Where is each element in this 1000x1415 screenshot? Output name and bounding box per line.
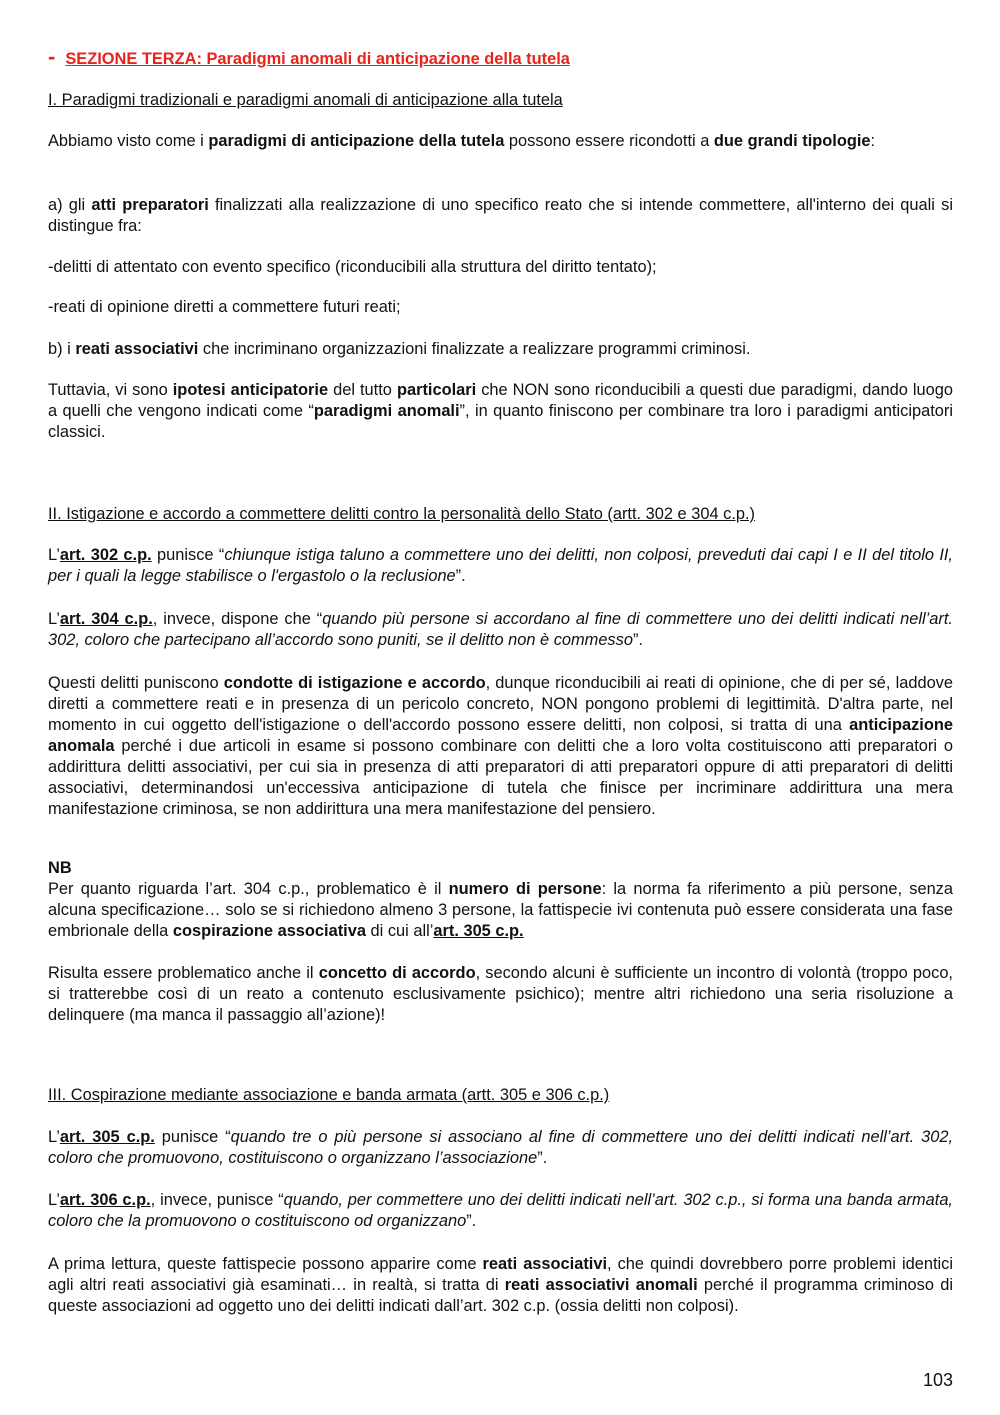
nb-note: NB Per quanto riguarda l’art. 304 c.p., problematico è il numero di persone: la norma fa riferimento a più persone, senza alcuna specificazione… solo se si richiedono almeno 3 persone, la fattispecie ivi contenuta può essere considerata una fase embrionale della cospirazione associativa di cui all’art. 305 c.p. bbox=[48, 859, 953, 940]
paragraph: L’art. 304 c.p., invece, dispone che “quando più persone si accordano al fine di commettere uno dei delitti indicati nell’art. 302, coloro che partecipano all’accordo sono puniti, se il delitto non è commesso”. bbox=[48, 610, 953, 649]
nb-label: NB bbox=[48, 859, 72, 877]
heading-section-3: III. Cospirazione mediante associazione e banda armata (artt. 305 e 306 c.p.) bbox=[48, 1086, 610, 1104]
paragraph: L’art. 306 c.p., invece, punisce “quando, per commettere uno dei delitti indicati nell’art. 302 c.p., si forma una banda armata, coloro che la promuovono o costituiscono od organizzano”. bbox=[48, 1191, 953, 1230]
page-number: 103 bbox=[922, 1370, 953, 1390]
paragraph: Questi delitti puniscono condotte di istigazione e accordo, dunque riconducibili ai reati di opinione, che di per sé, laddove diretti a commettere reati e in presenza di un pericolo concreto, NON pongono problemi di legittimità. D'altra parte, nel momento in cui oggetto dell'istigazione o dell'accordo possono essere delitti, non colposi, si tratta di una anticipazione anomala perché i due articoli in esame si possono combinare con delitti che a loro volta costituiscono atti preparatori o addirittura delitti associativi, per cui sia in presenza di atti preparatori di atti preparatori oppure di atti preparatori di delitti associativi, determinandosi un'eccessiva anticipazione di tutela che finisce per incriminare addirittura una mera manifestazione criminosa, se non addirittura una mera manifestazione del pensiero. bbox=[48, 674, 953, 818]
paragraph: -delitti di attentato con evento specifico (riconducibili alla struttura del diritto tentato); bbox=[48, 258, 657, 276]
paragraph: L’art. 305 c.p. punisce “quando tre o più persone si associano al fine di commettere uno dei delitti indicati nell’art. 302, coloro che promuovono, costituiscono o organizzano l’associazione”. bbox=[48, 1128, 954, 1167]
section-title bbox=[48, 46, 953, 70]
paragraph: L’art. 302 c.p. punisce “chiunque istiga taluno a commettere uno dei delitti, non colposi, preveduti dai capi I e II del titolo II, per i quali la legge stabilisce o l'ergastolo o la reclusione”. bbox=[48, 546, 953, 585]
paragraph: -reati di opinione diretti a commettere futuri reati; bbox=[48, 298, 401, 316]
paragraph: Risulta essere problematico anche il concetto di accordo, secondo alcuni è sufficiente un incontro di volontà (troppo poco, si tratterebbe così di un reato a contenuto esclusivamente psichico); mentre altri richiedono una seria risoluzione a delinquere (ma manca il passaggio all’azione)! bbox=[48, 964, 953, 1024]
paragraph: Tuttavia, vi sono ipotesi anticipatorie del tutto particolari che NON sono riconducibili a questi due paradigmi, dando luogo a quelli che vengono indicati come “paradigmi anomali”, in quanto finiscono per combinare tra loro i paradigmi anticipatori classici. bbox=[48, 381, 953, 441]
paragraph: a) gli atti preparatori finalizzati alla realizzazione di uno specifico reato che si intende commettere, all'interno dei quali si distingue fra: bbox=[48, 196, 953, 235]
paragraph: Abbiamo visto come i paradigmi di anticipazione della tutela possono essere ricondotti a due grandi tipologie: bbox=[48, 132, 876, 150]
paragraph: b) i reati associativi che incriminano organizzazioni finalizzate a realizzare programmi criminosi. bbox=[48, 340, 751, 358]
section-title-text: SEZIONE TERZA: Paradigmi anomali di anticipazione della tutela bbox=[65, 50, 570, 68]
title-dash: - bbox=[48, 44, 56, 69]
heading-section-2: II. Istigazione e accordo a commettere delitti contro la personalità dello Stato (artt. 302 e 304 c.p.) bbox=[48, 505, 755, 523]
paragraph: A prima lettura, queste fattispecie possono apparire come reati associativi, che quindi dovrebbero porre problemi identici agli altri reati associativi già esaminati… in realtà, si tratta di reati associativi anomali perché il programma criminoso di queste associazioni ad oggetto uno dei delitti indicati dall’art. 302 c.p. (ossia delitti non colposi). bbox=[48, 1255, 953, 1315]
heading-section-1: I. Paradigmi tradizionali e paradigmi anomali di anticipazione alla tutela bbox=[48, 91, 563, 109]
